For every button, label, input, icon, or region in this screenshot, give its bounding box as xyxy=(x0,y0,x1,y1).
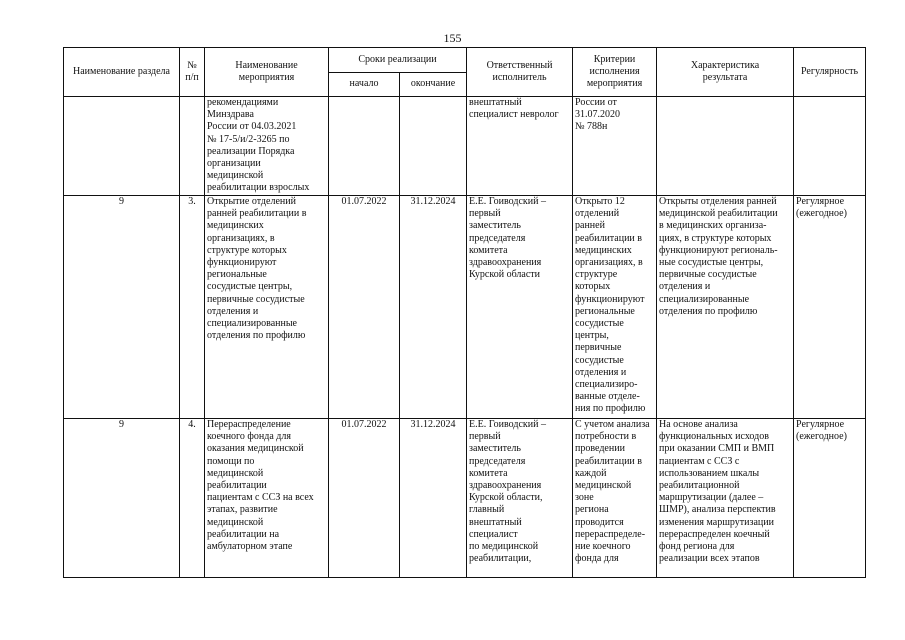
section-cell: 9 xyxy=(64,196,180,419)
header-row xyxy=(64,48,866,73)
result-cell xyxy=(657,97,794,196)
activities-table xyxy=(63,47,866,578)
end-date-cell: 31.12.2024 xyxy=(400,196,467,419)
regularity-cell xyxy=(794,97,866,196)
header-end: окончание xyxy=(400,73,467,97)
regularity-cell: Регулярное (ежегодное) xyxy=(794,196,866,419)
result-cell: Открыты отделения ранней медицинской реабилитации в медицинских организа- циях, в структуре которых функционируют региональ- ные сосудистые центры, первичные сосудистые отделения и специализированные отделения по профилю xyxy=(657,196,794,419)
start-date-cell xyxy=(329,97,400,196)
number-cell: 4. xyxy=(180,419,205,578)
header-result: Характеристика результата xyxy=(657,48,794,97)
table-row xyxy=(64,97,866,196)
result-cell: На основе анализа функциональных исходов при оказании СМП и ВМП пациентам с ССЗ с использованием шкалы реабилитационной маршрутизации (далее – ШМР), анализа перспектив изменения маршрутизации перераспределен коечный фонд региона для реализации всех этапов xyxy=(657,419,794,578)
header-section: Наименование раздела xyxy=(64,48,180,97)
section-cell xyxy=(64,97,180,196)
criteria-cell: Открыто 12 отделений ранней реабилитации в медицинских организациях, в структуре которых функционируют региональные сосудистые центры, первичные сосудистые отделения и специализиро- ванные отделе- ния по профилю xyxy=(573,196,657,419)
table-row xyxy=(64,419,866,578)
criteria-cell: России от 31.07.2020 № 788н xyxy=(573,97,657,196)
activity-cell: рекомендациями Минздрава России от 04.03.2021 № 17-5/и/2-3265 по реализации Порядка организации медицинской реабилитации взрослых xyxy=(205,97,329,196)
page-number: 155 xyxy=(443,31,462,45)
header-regularity: Регулярность xyxy=(794,48,866,97)
section-cell: 9 xyxy=(64,419,180,578)
number-cell xyxy=(180,97,205,196)
header-start: начало xyxy=(329,73,400,97)
end-date-cell xyxy=(400,97,467,196)
executor-cell: Е.Е. Гоиводский – первый заместитель председателя комитета здравоохранения Курской области xyxy=(467,196,573,419)
start-date-cell: 01.07.2022 xyxy=(329,196,400,419)
executor-cell: внештатный специалист невролог xyxy=(467,97,573,196)
start-date-cell: 01.07.2022 xyxy=(329,419,400,578)
header-number: № п/п xyxy=(180,48,205,97)
activity-cell: Открытие отделений ранней реабилитации в медицинских организациях, в структуре которых функционируют региональные сосудистые центры, первичные сосудистые отделения и специализированные отделения по профилю xyxy=(205,196,329,419)
table-row xyxy=(64,196,866,419)
header-terms: Сроки реализации xyxy=(329,48,467,73)
header-criteria: Критерии исполнения мероприятия xyxy=(573,48,657,97)
regularity-cell: Регулярное (ежегодное) xyxy=(794,419,866,578)
end-date-cell: 31.12.2024 xyxy=(400,419,467,578)
number-cell: 3. xyxy=(180,196,205,419)
activity-cell: Перераспределение коечного фонда для оказания медицинской помощи по медицинской реабилитации пациентам с ССЗ на всех этапах, развитие медицинской реабилитации на амбулаторном этапе xyxy=(205,419,329,578)
header-activity: Наименование мероприятия xyxy=(205,48,329,97)
executor-cell: Е.Е. Гоиводский – первый заместитель председателя комитета здравоохранения Курской области, главный внештатный специалист по медицинской реабилитации, xyxy=(467,419,573,578)
header-executor: Ответственный исполнитель xyxy=(467,48,573,97)
criteria-cell: С учетом анализа потребности в проведении реабилитации в каждой медицинской зоне региона проводится перераспределе- ние коечного фонда для xyxy=(573,419,657,578)
